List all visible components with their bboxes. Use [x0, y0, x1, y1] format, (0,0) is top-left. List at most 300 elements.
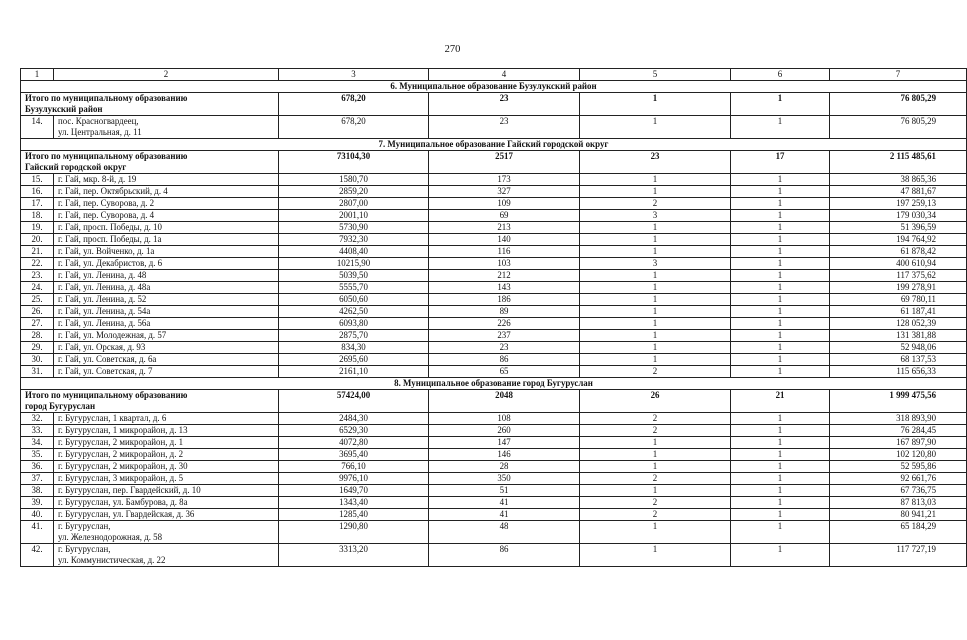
- address-line: г. Бугуруслан, 1 микрорайон, д. 13: [58, 425, 188, 435]
- area-cell: 5555,70: [279, 282, 429, 294]
- table-row: [21, 116, 967, 139]
- address-line: г. Гай, ул. Декабристов, д. 6: [58, 258, 163, 268]
- area-cell: 9976,10: [279, 473, 429, 485]
- col5-cell: 1: [580, 461, 731, 473]
- residents-cell: 23: [429, 342, 580, 354]
- residents-cell: 260: [429, 425, 580, 437]
- row-number: 21.: [21, 246, 54, 258]
- cost-cell: 199 278,91: [830, 282, 967, 294]
- table-row: [21, 234, 967, 246]
- table-row: [21, 354, 967, 366]
- table-row: [21, 437, 967, 449]
- table-row: [21, 294, 967, 306]
- col6-cell: 1: [731, 413, 830, 425]
- row-number: 42.: [21, 544, 54, 567]
- area-cell: 5730,90: [279, 222, 429, 234]
- col6-cell: 1: [731, 521, 830, 544]
- col6-cell: 1: [731, 282, 830, 294]
- address-line: г. Гай, пер. Суворова, д. 4: [58, 210, 155, 220]
- col5-cell: 3: [580, 258, 731, 270]
- area-cell: 2001,10: [279, 210, 429, 222]
- residents-cell: 86: [429, 544, 580, 567]
- area-cell: 3313,20: [279, 544, 429, 567]
- col6-cell: 1: [731, 318, 830, 330]
- address-line: г. Гай, ул. Ленина, д. 52: [58, 294, 147, 304]
- address-line: г. Гай, пер. Октябрьский, д. 4: [58, 186, 168, 196]
- col5-cell: 1: [580, 246, 731, 258]
- residents-cell: 147: [429, 437, 580, 449]
- col6-cell: 1: [731, 366, 830, 378]
- address-cell: [54, 497, 279, 509]
- section-header-row: [21, 378, 967, 390]
- cost-cell: 69 780,11: [830, 294, 967, 306]
- col6-cell: 1: [731, 342, 830, 354]
- address-cell: [54, 270, 279, 282]
- address-cell: [54, 461, 279, 473]
- col6-cell: 1: [731, 174, 830, 186]
- table-row: [21, 282, 967, 294]
- row-number: 15.: [21, 174, 54, 186]
- col5-cell: 2: [580, 473, 731, 485]
- area-cell: 1290,80: [279, 521, 429, 544]
- row-number: 26.: [21, 306, 54, 318]
- residents-cell: 226: [429, 318, 580, 330]
- total-label: [21, 390, 279, 413]
- cost-cell: 68 137,53: [830, 354, 967, 366]
- residents-cell: 327: [429, 186, 580, 198]
- area-cell: 2875,70: [279, 330, 429, 342]
- col6-cell: 1: [731, 294, 830, 306]
- cost-cell: 102 120,80: [830, 449, 967, 461]
- cost-cell: 52 595,86: [830, 461, 967, 473]
- address-cell: [54, 473, 279, 485]
- cost-cell: 197 259,13: [830, 198, 967, 210]
- column-header: 1: [21, 69, 54, 81]
- area-cell: 6529,30: [279, 425, 429, 437]
- address-line: г. Бугуруслан, 2 микрорайон, д. 30: [58, 461, 188, 471]
- row-number: 17.: [21, 198, 54, 210]
- row-number: 19.: [21, 222, 54, 234]
- section-header-row: [21, 139, 967, 151]
- address-cell: [54, 258, 279, 270]
- col5-cell: 1: [580, 354, 731, 366]
- address-cell: [54, 330, 279, 342]
- address-line: г. Гай, ул. Молодежная, д. 57: [58, 330, 167, 340]
- cost-cell: 87 813,03: [830, 497, 967, 509]
- area-cell: 4072,80: [279, 437, 429, 449]
- address-cell: [54, 425, 279, 437]
- residents-cell: 65: [429, 366, 580, 378]
- table-row: [21, 473, 967, 485]
- address-line: г. Гай, ул. Советская, д. 6а: [58, 354, 157, 364]
- col6-cell: 17: [731, 151, 830, 174]
- area-cell: 766,10: [279, 461, 429, 473]
- address-line: г. Бугуруслан, 2 микрорайон, д. 1: [58, 437, 184, 447]
- page-number: 270: [444, 44, 461, 55]
- area-cell: 2484,30: [279, 413, 429, 425]
- address-cell: [54, 449, 279, 461]
- row-number: 29.: [21, 342, 54, 354]
- cost-cell: 117 375,62: [830, 270, 967, 282]
- area-cell: 2695,60: [279, 354, 429, 366]
- column-header: 7: [830, 69, 967, 81]
- cost-cell: 117 727,19: [830, 544, 967, 567]
- cost-cell: 52 948,06: [830, 342, 967, 354]
- col6-cell: 1: [731, 246, 830, 258]
- column-header: 3: [279, 69, 429, 81]
- area-cell: 57424,00: [279, 390, 429, 413]
- table-row: [21, 509, 967, 521]
- col5-cell: 23: [580, 151, 731, 174]
- cost-cell: 61 187,41: [830, 306, 967, 318]
- row-number: 14.: [21, 116, 54, 139]
- residents-cell: 146: [429, 449, 580, 461]
- col6-cell: 1: [731, 186, 830, 198]
- address-line: г. Гай, ул. Ленина, д. 56а: [58, 318, 151, 328]
- col5-cell: 1: [580, 116, 731, 139]
- cost-cell: 128 052,39: [830, 318, 967, 330]
- address-cell: [54, 198, 279, 210]
- col6-cell: 1: [731, 497, 830, 509]
- table-row: [21, 461, 967, 473]
- cost-cell: 115 656,33: [830, 366, 967, 378]
- area-cell: 6093,80: [279, 318, 429, 330]
- residents-cell: 140: [429, 234, 580, 246]
- cost-cell: 400 610,94: [830, 258, 967, 270]
- total-row: [21, 390, 967, 413]
- residents-cell: 109: [429, 198, 580, 210]
- residents-cell: 2517: [429, 151, 580, 174]
- col6-cell: 1: [731, 461, 830, 473]
- table-row: [21, 521, 967, 544]
- cost-cell: 179 030,34: [830, 210, 967, 222]
- residents-cell: 186: [429, 294, 580, 306]
- area-cell: 10215,90: [279, 258, 429, 270]
- col6-cell: 1: [731, 93, 830, 116]
- cost-cell: 65 184,29: [830, 521, 967, 544]
- col6-cell: 1: [731, 258, 830, 270]
- table-row: [21, 198, 967, 210]
- col6-cell: 1: [731, 198, 830, 210]
- address-cell: [54, 294, 279, 306]
- address-line: г. Гай, просп. Победы, д. 10: [58, 222, 162, 232]
- col5-cell: 1: [580, 234, 731, 246]
- section-title: 7. Муниципальное образование Гайский городской округ: [21, 139, 967, 151]
- table-row: [21, 210, 967, 222]
- col5-cell: 2: [580, 425, 731, 437]
- row-number: 39.: [21, 497, 54, 509]
- column-header: 5: [580, 69, 731, 81]
- cost-cell: 92 661,76: [830, 473, 967, 485]
- table-row: [21, 497, 967, 509]
- address-cell: [54, 282, 279, 294]
- residents-cell: 2048: [429, 390, 580, 413]
- cost-cell: 318 893,90: [830, 413, 967, 425]
- address-cell: [54, 318, 279, 330]
- cost-cell: 51 396,59: [830, 222, 967, 234]
- area-cell: 2807,00: [279, 198, 429, 210]
- address-cell: [54, 222, 279, 234]
- table-row: [21, 246, 967, 258]
- address-cell: [54, 116, 279, 139]
- row-number: 38.: [21, 485, 54, 497]
- residents-cell: 23: [429, 116, 580, 139]
- col5-cell: 1: [580, 282, 731, 294]
- address-cell: [54, 509, 279, 521]
- col6-cell: 1: [731, 210, 830, 222]
- table-row: [21, 342, 967, 354]
- row-number: 23.: [21, 270, 54, 282]
- total-label-line: Итого по муниципальному образованию: [25, 93, 188, 103]
- address-line: г. Гай, ул. Орская, д. 93: [58, 342, 146, 352]
- address-line: г. Бугуруслан, 1 квартал, д. 6: [58, 413, 167, 423]
- row-number: 32.: [21, 413, 54, 425]
- address-line: г. Гай, ул. Ленина, д. 48: [58, 270, 147, 280]
- area-cell: 1649,70: [279, 485, 429, 497]
- address-cell: [54, 544, 279, 567]
- address-line: ул. Центральная, д. 11: [58, 127, 142, 137]
- table-row: [21, 186, 967, 198]
- cost-cell: 1 999 475,56: [830, 390, 967, 413]
- area-cell: 2859,20: [279, 186, 429, 198]
- residents-cell: 69: [429, 210, 580, 222]
- address-line: г. Гай, просп. Победы, д. 1а: [58, 234, 162, 244]
- residents-cell: 143: [429, 282, 580, 294]
- address-line: г. Бугуруслан, 2 микрорайон, д. 2: [58, 449, 184, 459]
- col5-cell: 1: [580, 318, 731, 330]
- residents-cell: 28: [429, 461, 580, 473]
- address-cell: [54, 437, 279, 449]
- column-header-row: [21, 69, 967, 81]
- section-title: 8. Муниципальное образование город Бугуруслан: [21, 378, 967, 390]
- cost-cell: 47 881,67: [830, 186, 967, 198]
- col6-cell: 1: [731, 354, 830, 366]
- area-cell: 6050,60: [279, 294, 429, 306]
- col6-cell: 1: [731, 437, 830, 449]
- address-line: г. Гай, ул. Ленина, д. 54а: [58, 306, 151, 316]
- row-number: 31.: [21, 366, 54, 378]
- address-line: г. Бугуруслан,: [58, 521, 111, 531]
- cost-cell: 194 764,92: [830, 234, 967, 246]
- total-label: [21, 151, 279, 174]
- col6-cell: 1: [731, 116, 830, 139]
- address-line: г. Бугуруслан, ул. Бамбурова, д. 8а: [58, 497, 188, 507]
- row-number: 30.: [21, 354, 54, 366]
- cost-cell: 131 381,88: [830, 330, 967, 342]
- address-cell: [54, 306, 279, 318]
- cost-cell: 76 805,29: [830, 93, 967, 116]
- col6-cell: 1: [731, 544, 830, 567]
- address-line: г. Бугуруслан, пер. Гвардейский, д. 10: [58, 485, 201, 495]
- cost-cell: 38 865,36: [830, 174, 967, 186]
- area-cell: 7932,30: [279, 234, 429, 246]
- col5-cell: 2: [580, 198, 731, 210]
- col6-cell: 1: [731, 222, 830, 234]
- residents-cell: 173: [429, 174, 580, 186]
- address-cell: [54, 485, 279, 497]
- col5-cell: 1: [580, 294, 731, 306]
- cost-cell: 61 878,42: [830, 246, 967, 258]
- cost-cell: 76 284,45: [830, 425, 967, 437]
- col5-cell: 1: [580, 437, 731, 449]
- col6-cell: 1: [731, 485, 830, 497]
- address-cell: [54, 246, 279, 258]
- table-row: [21, 258, 967, 270]
- address-cell: [54, 234, 279, 246]
- col5-cell: 1: [580, 449, 731, 461]
- area-cell: 678,20: [279, 116, 429, 139]
- address-line: г. Гай, ул. Ленина, д. 48а: [58, 282, 151, 292]
- column-header: 6: [731, 69, 830, 81]
- address-line: г. Гай, пер. Суворова, д. 2: [58, 198, 155, 208]
- area-cell: 1285,40: [279, 509, 429, 521]
- section-title: 6. Муниципальное образование Бузулукский район: [21, 81, 967, 93]
- area-cell: 5039,50: [279, 270, 429, 282]
- residents-cell: 108: [429, 413, 580, 425]
- area-cell: 4408,40: [279, 246, 429, 258]
- total-label-line: Бузулукский район: [25, 104, 103, 114]
- table-row: [21, 330, 967, 342]
- row-number: 18.: [21, 210, 54, 222]
- col6-cell: 1: [731, 509, 830, 521]
- column-header: 4: [429, 69, 580, 81]
- total-row: [21, 151, 967, 174]
- row-number: 16.: [21, 186, 54, 198]
- table-row: [21, 306, 967, 318]
- residents-cell: 103: [429, 258, 580, 270]
- address-cell: [54, 521, 279, 544]
- residents-cell: 212: [429, 270, 580, 282]
- cost-cell: 167 897,90: [830, 437, 967, 449]
- total-label: [21, 93, 279, 116]
- col5-cell: 1: [580, 174, 731, 186]
- address-cell: [54, 413, 279, 425]
- total-row: [21, 93, 967, 116]
- area-cell: 1580,70: [279, 174, 429, 186]
- col5-cell: 1: [580, 186, 731, 198]
- table-row: [21, 544, 967, 567]
- address-line: пос. Красногвардеец,: [58, 116, 139, 126]
- row-number: 27.: [21, 318, 54, 330]
- total-label-line: Гайский городской округ: [25, 162, 127, 172]
- cost-cell: 76 805,29: [830, 116, 967, 139]
- address-cell: [54, 342, 279, 354]
- area-cell: 4262,50: [279, 306, 429, 318]
- row-number: 22.: [21, 258, 54, 270]
- area-cell: 2161,10: [279, 366, 429, 378]
- row-number: 28.: [21, 330, 54, 342]
- residents-cell: 350: [429, 473, 580, 485]
- address-line: г. Гай, ул. Войченко, д. 1а: [58, 246, 155, 256]
- col5-cell: 1: [580, 330, 731, 342]
- col5-cell: 2: [580, 509, 731, 521]
- residents-cell: 41: [429, 497, 580, 509]
- total-label-line: Итого по муниципальному образованию: [25, 390, 188, 400]
- address-line: г. Бугуруслан, ул. Гвардейская, д. 36: [58, 509, 195, 519]
- row-number: 37.: [21, 473, 54, 485]
- address-line: ул. Коммунистическая, д. 22: [58, 555, 166, 565]
- col6-cell: 1: [731, 330, 830, 342]
- row-number: 35.: [21, 449, 54, 461]
- col6-cell: 1: [731, 425, 830, 437]
- col6-cell: 1: [731, 306, 830, 318]
- table-row: [21, 366, 967, 378]
- table-row: [21, 222, 967, 234]
- table-row: [21, 485, 967, 497]
- residents-cell: 41: [429, 509, 580, 521]
- table-row: [21, 174, 967, 186]
- col5-cell: 1: [580, 306, 731, 318]
- address-line: ул. Железнодорожная, д. 58: [58, 532, 163, 542]
- residents-cell: 116: [429, 246, 580, 258]
- col5-cell: 2: [580, 497, 731, 509]
- col5-cell: 3: [580, 210, 731, 222]
- residents-cell: 237: [429, 330, 580, 342]
- address-cell: [54, 354, 279, 366]
- row-number: 36.: [21, 461, 54, 473]
- address-cell: [54, 174, 279, 186]
- row-number: 41.: [21, 521, 54, 544]
- total-label-line: город Бугуруслан: [25, 401, 96, 411]
- row-number: 25.: [21, 294, 54, 306]
- area-cell: 73104,30: [279, 151, 429, 174]
- table-row: [21, 449, 967, 461]
- col6-cell: 1: [731, 449, 830, 461]
- area-cell: 834,30: [279, 342, 429, 354]
- col5-cell: 1: [580, 342, 731, 354]
- col6-cell: 1: [731, 234, 830, 246]
- address-cell: [54, 366, 279, 378]
- row-number: 20.: [21, 234, 54, 246]
- area-cell: 678,20: [279, 93, 429, 116]
- column-header: 2: [54, 69, 279, 81]
- col5-cell: 1: [580, 93, 731, 116]
- section-header-row: [21, 81, 967, 93]
- total-label-line: Итого по муниципальному образованию: [25, 151, 188, 161]
- col6-cell: 1: [731, 473, 830, 485]
- area-cell: 1343,40: [279, 497, 429, 509]
- cost-cell: 67 736,75: [830, 485, 967, 497]
- col5-cell: 1: [580, 544, 731, 567]
- residents-cell: 48: [429, 521, 580, 544]
- col5-cell: 2: [580, 366, 731, 378]
- address-line: г. Бугуруслан, 3 микрорайон, д. 5: [58, 473, 184, 483]
- table-row: [21, 413, 967, 425]
- table-row: [21, 318, 967, 330]
- address-line: г. Гай, ул. Советская, д. 7: [58, 366, 153, 376]
- col6-cell: 1: [731, 270, 830, 282]
- table-row: [21, 270, 967, 282]
- row-number: 40.: [21, 509, 54, 521]
- housing-table: [20, 68, 967, 567]
- col5-cell: 2: [580, 413, 731, 425]
- col5-cell: 1: [580, 485, 731, 497]
- row-number: 33.: [21, 425, 54, 437]
- col5-cell: 1: [580, 521, 731, 544]
- row-number: 34.: [21, 437, 54, 449]
- address-cell: [54, 210, 279, 222]
- area-cell: 3695,40: [279, 449, 429, 461]
- address-line: г. Бугуруслан,: [58, 544, 111, 554]
- col5-cell: 1: [580, 222, 731, 234]
- address-line: г. Гай, мкр. 8-й, д. 19: [58, 174, 137, 184]
- address-cell: [54, 186, 279, 198]
- cost-cell: 2 115 485,61: [830, 151, 967, 174]
- col5-cell: 1: [580, 270, 731, 282]
- residents-cell: 23: [429, 93, 580, 116]
- residents-cell: 51: [429, 485, 580, 497]
- row-number: 24.: [21, 282, 54, 294]
